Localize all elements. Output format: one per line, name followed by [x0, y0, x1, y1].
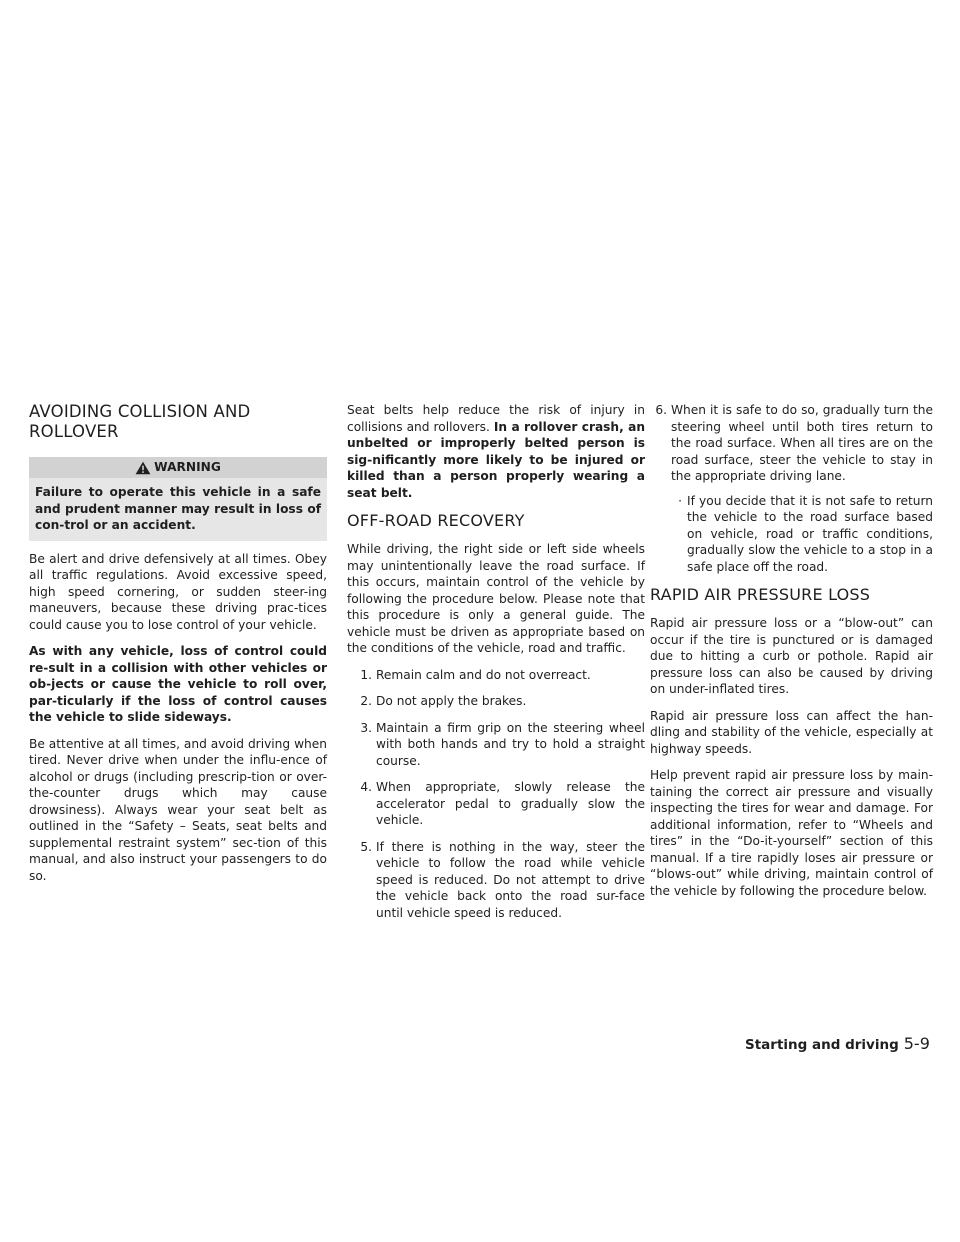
- heading-rapid-air-pressure-loss: RAPID AIR PRESSURE LOSS: [650, 585, 871, 604]
- warning-label: WARNING: [154, 460, 221, 475]
- list-item: [347, 693, 645, 710]
- page-footer: [745, 1034, 930, 1053]
- heading-off-road-recovery: OFF-ROAD RECOVERY: [347, 511, 525, 530]
- step-text: When appropriate, slowly release the accelerator pedal to gradually slow the vehicle.: [376, 780, 645, 827]
- sub-item-text: If you decide that it is not safe to return the vehicle to the road surface based on vehicle, road or traffic conditions, gradually slow the vehicle to a stop in a safe place off the road.: [687, 493, 933, 574]
- paragraph-loss-of-control: As with any vehicle, loss of control could re-sult in a collision with other vehicles or ob-jects or cause the vehicle to roll over, par-ticularly if the loss of control causes the vehicle to slide sideways.: [29, 644, 327, 724]
- step-number: 4.: [360, 780, 372, 794]
- bullet: ·: [678, 493, 682, 508]
- step-text: Do not apply the brakes.: [376, 694, 527, 708]
- step-number: 1.: [360, 667, 372, 682]
- seat-belts-text: Seat belts help reduce the risk of injury in collisions and rollovers.: [347, 403, 645, 434]
- list-item: [347, 667, 645, 684]
- left-column: [29, 402, 327, 894]
- paragraph-prevent-loss: Help prevent rapid air pressure loss by main-taining the correct air pressure and visually inspecting the tires for wear and damage. For additional information, refer to “Wheels and tires” in the “Do-it-yourself” section of this manual. If a tire rapidly loses air pressure or “blows-out” while driving, maintain control of the vehicle by following the procedure below.: [650, 768, 933, 898]
- section-title: AVOIDING COLLISION AND ROLLOVER: [29, 402, 251, 441]
- list-item: [347, 720, 645, 770]
- warning-icon: [135, 461, 151, 475]
- right-column: [650, 402, 933, 909]
- step-number: 5.: [360, 839, 372, 854]
- list-item: [650, 402, 933, 485]
- step-number: 6.: [655, 403, 667, 417]
- step-text: Remain calm and do not overreact.: [376, 667, 591, 682]
- step-text: When it is safe to do so, gradually turn the steering wheel until both tires return to the road surface. When all tires are on the road surface, steer the vehicle to stay in the appropriate driving lane.: [671, 403, 933, 483]
- warning-box: [29, 457, 327, 541]
- step-text: Maintain a firm grip on the steering wheel with both hands and try to hold a straight course.: [376, 720, 645, 768]
- list-item: [347, 839, 645, 922]
- warning-header: [29, 457, 327, 478]
- paragraph-off-road-intro: While driving, the right side or left side wheels may unintentionally leave the road surface. If this occurs, maintain control of the vehicle by following the procedure below. Please note that this procedure is only a general guide. The vehicle must be driven as appropriate based on the conditions of the vehicle, road and traffic.: [347, 542, 645, 655]
- sub-list-item: [650, 493, 933, 576]
- list-item: [347, 779, 645, 829]
- step-text: If there is nothing in the way, steer the vehicle to follow the road while vehicle speed is reduced. Do not attempt to drive the vehicle back onto the road sur-face until vehicle speed is reduced.: [376, 839, 645, 920]
- paragraph-drive-defensively: Be alert and drive defensively at all times. Obey all traffic regulations. Avoid excessive speed, high speed cornering, or sudden steer-ing maneuvers, because these driving prac-tices could cause you to lose control of your vehicle.: [29, 551, 327, 632]
- step-number: 3.: [360, 720, 372, 735]
- step-number: 2.: [360, 694, 372, 708]
- paragraph-blow-out: Rapid air pressure loss or a “blow-out” can occur if the tire is punctured or is damaged due to hitting a curb or pothole. Rapid air pressure loss can also be caused by driving on under-inflated tires.: [650, 616, 933, 696]
- paragraph-be-attentive: Be attentive at all times, and avoid driving when tired. Never drive when under the influ-ence of alcohol or drugs (including prescrip-tion or over-the-counter drugs which may cause drowsiness). Always wear your seat belt as outlined in the “Safety – Seats, seat belts and supplemental restraint system” sec-tion of this manual, and also instruct your passengers to do so.: [29, 736, 327, 883]
- footer-section-name: Starting and driving: [745, 1037, 899, 1053]
- paragraph-seat-belts: [347, 402, 645, 501]
- recovery-steps-list: [347, 667, 645, 922]
- warning-text: Failure to operate this vehicle in a safe and prudent manner may result in loss of con-trol or an accident.: [35, 485, 321, 532]
- middle-column: [347, 402, 645, 931]
- page-number: 5-9: [903, 1034, 930, 1053]
- rollover-warning-text: In a rollover crash, an unbelted or improperly belted person is sig-nificantly more likely to be injured or killed than a person properly wearing a seat belt.: [347, 419, 645, 500]
- paragraph-handling: Rapid air pressure loss can affect the han-dling and stability of the vehicle, especially at highway speeds.: [650, 708, 933, 756]
